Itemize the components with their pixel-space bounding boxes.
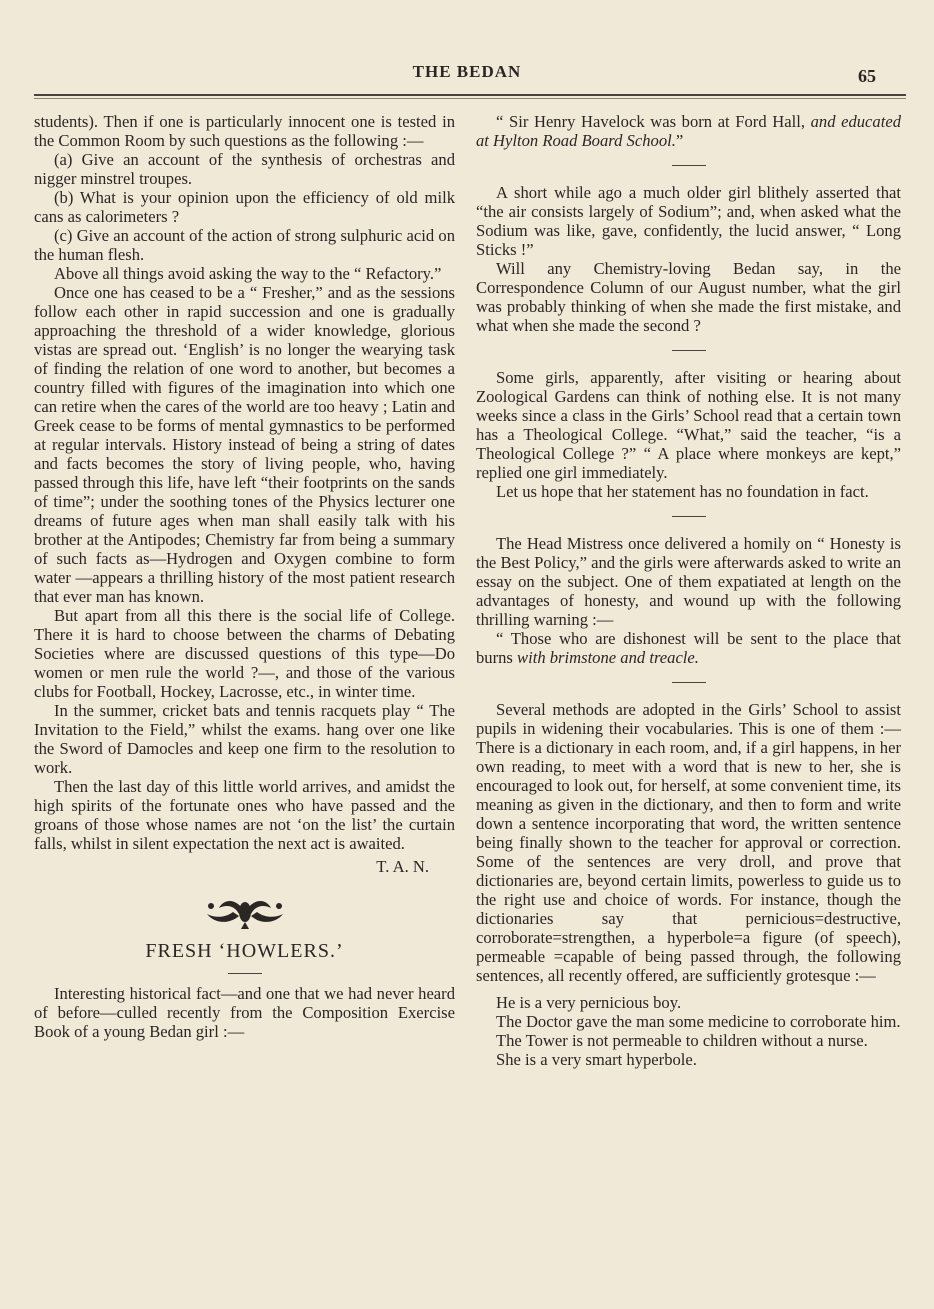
paragraph: Once one has ceased to be a “ Fresher,” and as the sessions follow each other in rapid succession and one is gradually approaching the threshold of a wider knowledge, glorious vistas are spread out. ‘English’ is no longer the wearying task of finding the relation of one word to another, but becomes a country filled with figures of the imagination into which one can retire when the cares of the world are too heavy ; Latin and Greek cease to be forms of mental gymnastics to be performed at regular intervals. History instead of being a string of dates and facts becomes the story of living people, who, having passed through this life, have left “their footprints on the sands of time”; under the soothing tones of the Physics lecturer one dreams of future ages when man shall easily talk with his brother at the Antipodes; Chemistry far from being a summary of such facts as—Hydrogen and Oxygen combine to form water —appears a thrilling history of the most patient research that ever man has known. — [34, 283, 455, 606]
example-sentence: The Tower is not permeable to children without a nurse. — [496, 1031, 868, 1050]
paragraph: The Head Mistress once delivered a homily on “ Honesty is the Best Policy,” and the girls were afterwards asked to write an essay on the subject. One of them expatiated at length on the advantages of honesty, and wound up with the following thrilling warning :— — [476, 534, 901, 629]
left-column — [34, 112, 455, 1041]
paragraph: Then the last day of this little world arrives, and amidst the high spirits of the fortunate ones who have passed and the groans of those whose names are not ‘on the list’ the curtain falls, whilst in silent expectation the next act is awaited. — [34, 777, 455, 853]
example-sentence: She is a very smart hyperbole. — [496, 1050, 697, 1069]
right-column — [476, 112, 901, 1069]
question-c: (c) Give an account of the action of strong sulphuric acid on the human flesh. — [34, 226, 455, 264]
page-number: 65 — [858, 66, 876, 86]
quote-havelock — [476, 112, 901, 150]
header-rule — [34, 94, 906, 96]
quote-italic: and educated at Hylton Road Board School. — [476, 112, 901, 150]
paragraph: But apart from all this there is the social life of College. There it is hard to choose between the charms of Debating Societies where are discussed questions of this type—Do women or men rule the world ?—, and those of the various clubs for Football, Hockey, Lacrosse, etc., in winter time. — [34, 606, 455, 701]
paragraph: In the summer, cricket bats and tennis racquets play “ The Invitation to the Field,” whilst the exams. hang over one like the Sword of Damocles and keep one firm to the resolution to work. — [34, 701, 455, 777]
divider — [228, 973, 262, 974]
paragraph: Will any Chemistry-loving Bedan say, in the Correspondence Column of our August number, what the girl was probably thinking of when she made the first mistake, and what when she made the second ? — [476, 259, 901, 335]
paragraph: Interesting historical fact—and one that we had never heard of before—culled recently from the Composition Exercise Book of a young Bedan girl :— — [34, 984, 455, 1041]
paragraph: Above all things avoid asking the way to the “ Refactory.” — [54, 264, 442, 283]
paragraph: Some girls, apparently, after visiting or hearing about Zoological Gardens can think of nothing else. It is not many weeks since a class in the Girls’ School read that a certain town has a Theological College. “What,” said the teacher, “is a Theological College ?” “ A place where monkeys are kept,” replied one girl immediately. — [476, 368, 901, 482]
quote-close: ” — [675, 131, 684, 150]
question-a: (a) Give an account of the synthesis of orchestras and nigger minstrel troupes. — [34, 150, 455, 188]
floral-ornament-icon — [34, 892, 455, 932]
divider — [672, 350, 706, 351]
quote-brimstone — [476, 629, 901, 667]
running-header-title: THE BEDAN — [412, 62, 522, 81]
quote-text: “ Those who are dishonest will be sent to the place that burns — [476, 629, 901, 667]
quote-italic: with brimstone and treacle. — [517, 648, 699, 667]
section-title: FRESH ‘HOWLERS.’ — [145, 940, 344, 962]
example-sentence: The Doctor gave the man some medicine to corroborate him. — [496, 1012, 901, 1031]
divider — [672, 682, 706, 683]
paragraph: students). Then if one is particularly innocent one is tested in the Common Room by such questions as the following :— — [34, 112, 455, 150]
header-rule-thin — [34, 98, 906, 99]
quote-text: “ Sir Henry Havelock was born at Ford Hall, — [496, 112, 811, 131]
paragraph: A short while ago a much older girl blithely asserted that “the air consists largely of Sodium”; and, when asked what the Sodium was like, gave, confidently, the lucid answer, “ Long Sticks !” — [476, 183, 901, 259]
divider — [672, 165, 706, 166]
paragraph: Let us hope that her statement has no foundation in fact. — [496, 482, 869, 501]
divider — [672, 516, 706, 517]
spacer — [476, 985, 901, 993]
question-b: (b) What is your opinion upon the efficiency of old milk cans as calorimeters ? — [34, 188, 455, 226]
author-signature: T. A. N. — [376, 857, 429, 876]
example-sentence: He is a very pernicious boy. — [496, 993, 682, 1012]
paragraph: Several methods are adopted in the Girls’ School to assist pupils in widening their vocabularies. This is one of them :—There is a dictionary in each room, and, if a girl happens, in her own reading, to meet with a word that is new to her, she is encouraged to look out, for herself, at some convenient time, its meaning as given in the dictionary, and then to form and write down a sentence incorporating that word, the written sentence being finally shown to the teacher for approval or correction. Some of the sentences are very droll, and prove that dictionaries are, beyond certain limits, powerless to guide us to the right use and choice of words. For instance, though the dictionaries say that pernicious=destructive, corroborate=strengthen, a hyperbole=a figure (of speech), permeable =capable of being passed through, the following sentences, all recently offered, are sufficiently grotesque :— — [476, 700, 901, 985]
